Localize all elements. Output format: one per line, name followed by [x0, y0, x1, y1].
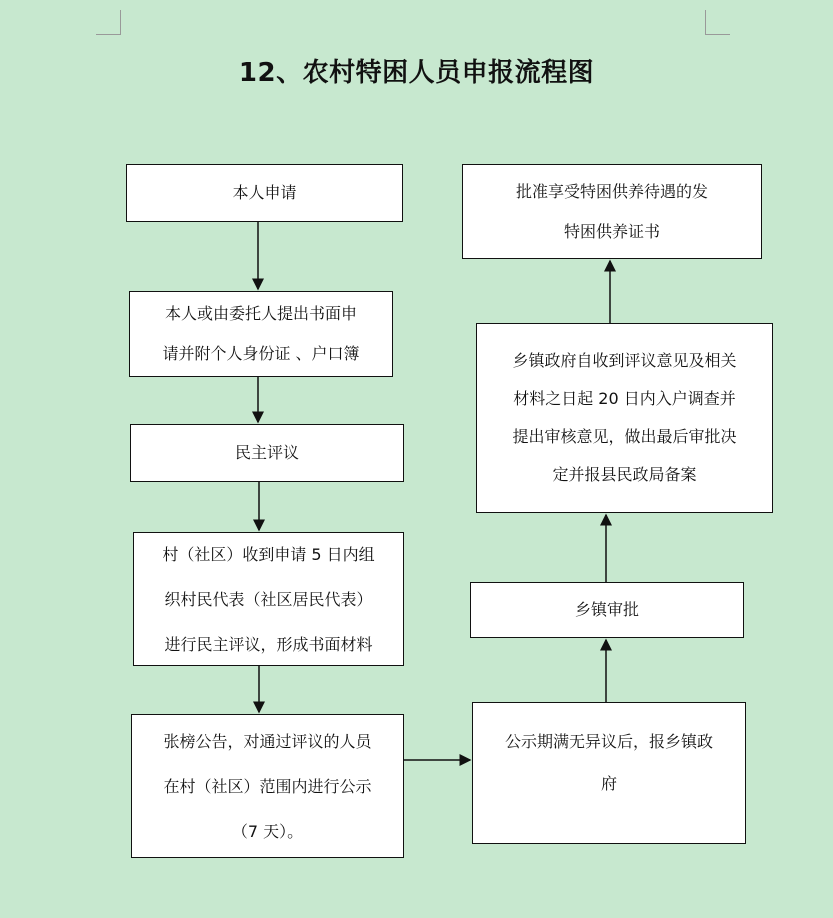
step-village-review-box: 村（社区）收到申请 5 日内组 织村民代表（社区居民代表） 进行民主评议，形成书面材料 — [133, 532, 404, 666]
step-township-decision-box: 乡镇政府自收到评议意见及相关 材料之日起 20 日内入户调查并 提出审核意见，做出最后审批决 定并报县民政局备案 — [476, 323, 773, 513]
step-township-approval-box: 乡镇审批 — [470, 582, 744, 638]
page-title: 12、农村特困人员申报流程图 — [238, 58, 595, 88]
step-democratic-review-box: 民主评议 — [130, 424, 404, 482]
step-report-box: 公示期满无异议后，报乡镇政 府 — [472, 702, 746, 844]
step-publicity-box: 张榜公告，对通过评议的人员 在村（社区）范围内进行公示 （7 天）。 — [131, 714, 404, 858]
step-certificate-box: 批准享受特困供养待遇的发 特困供养证书 — [462, 164, 762, 259]
corner-mark-top-left — [96, 10, 121, 35]
step-submit-box: 本人或由委托人提出书面申 请并附个人身份证 、户口簿 — [129, 291, 393, 377]
corner-mark-top-right — [705, 10, 730, 35]
step-apply-box: 本人申请 — [126, 164, 403, 222]
